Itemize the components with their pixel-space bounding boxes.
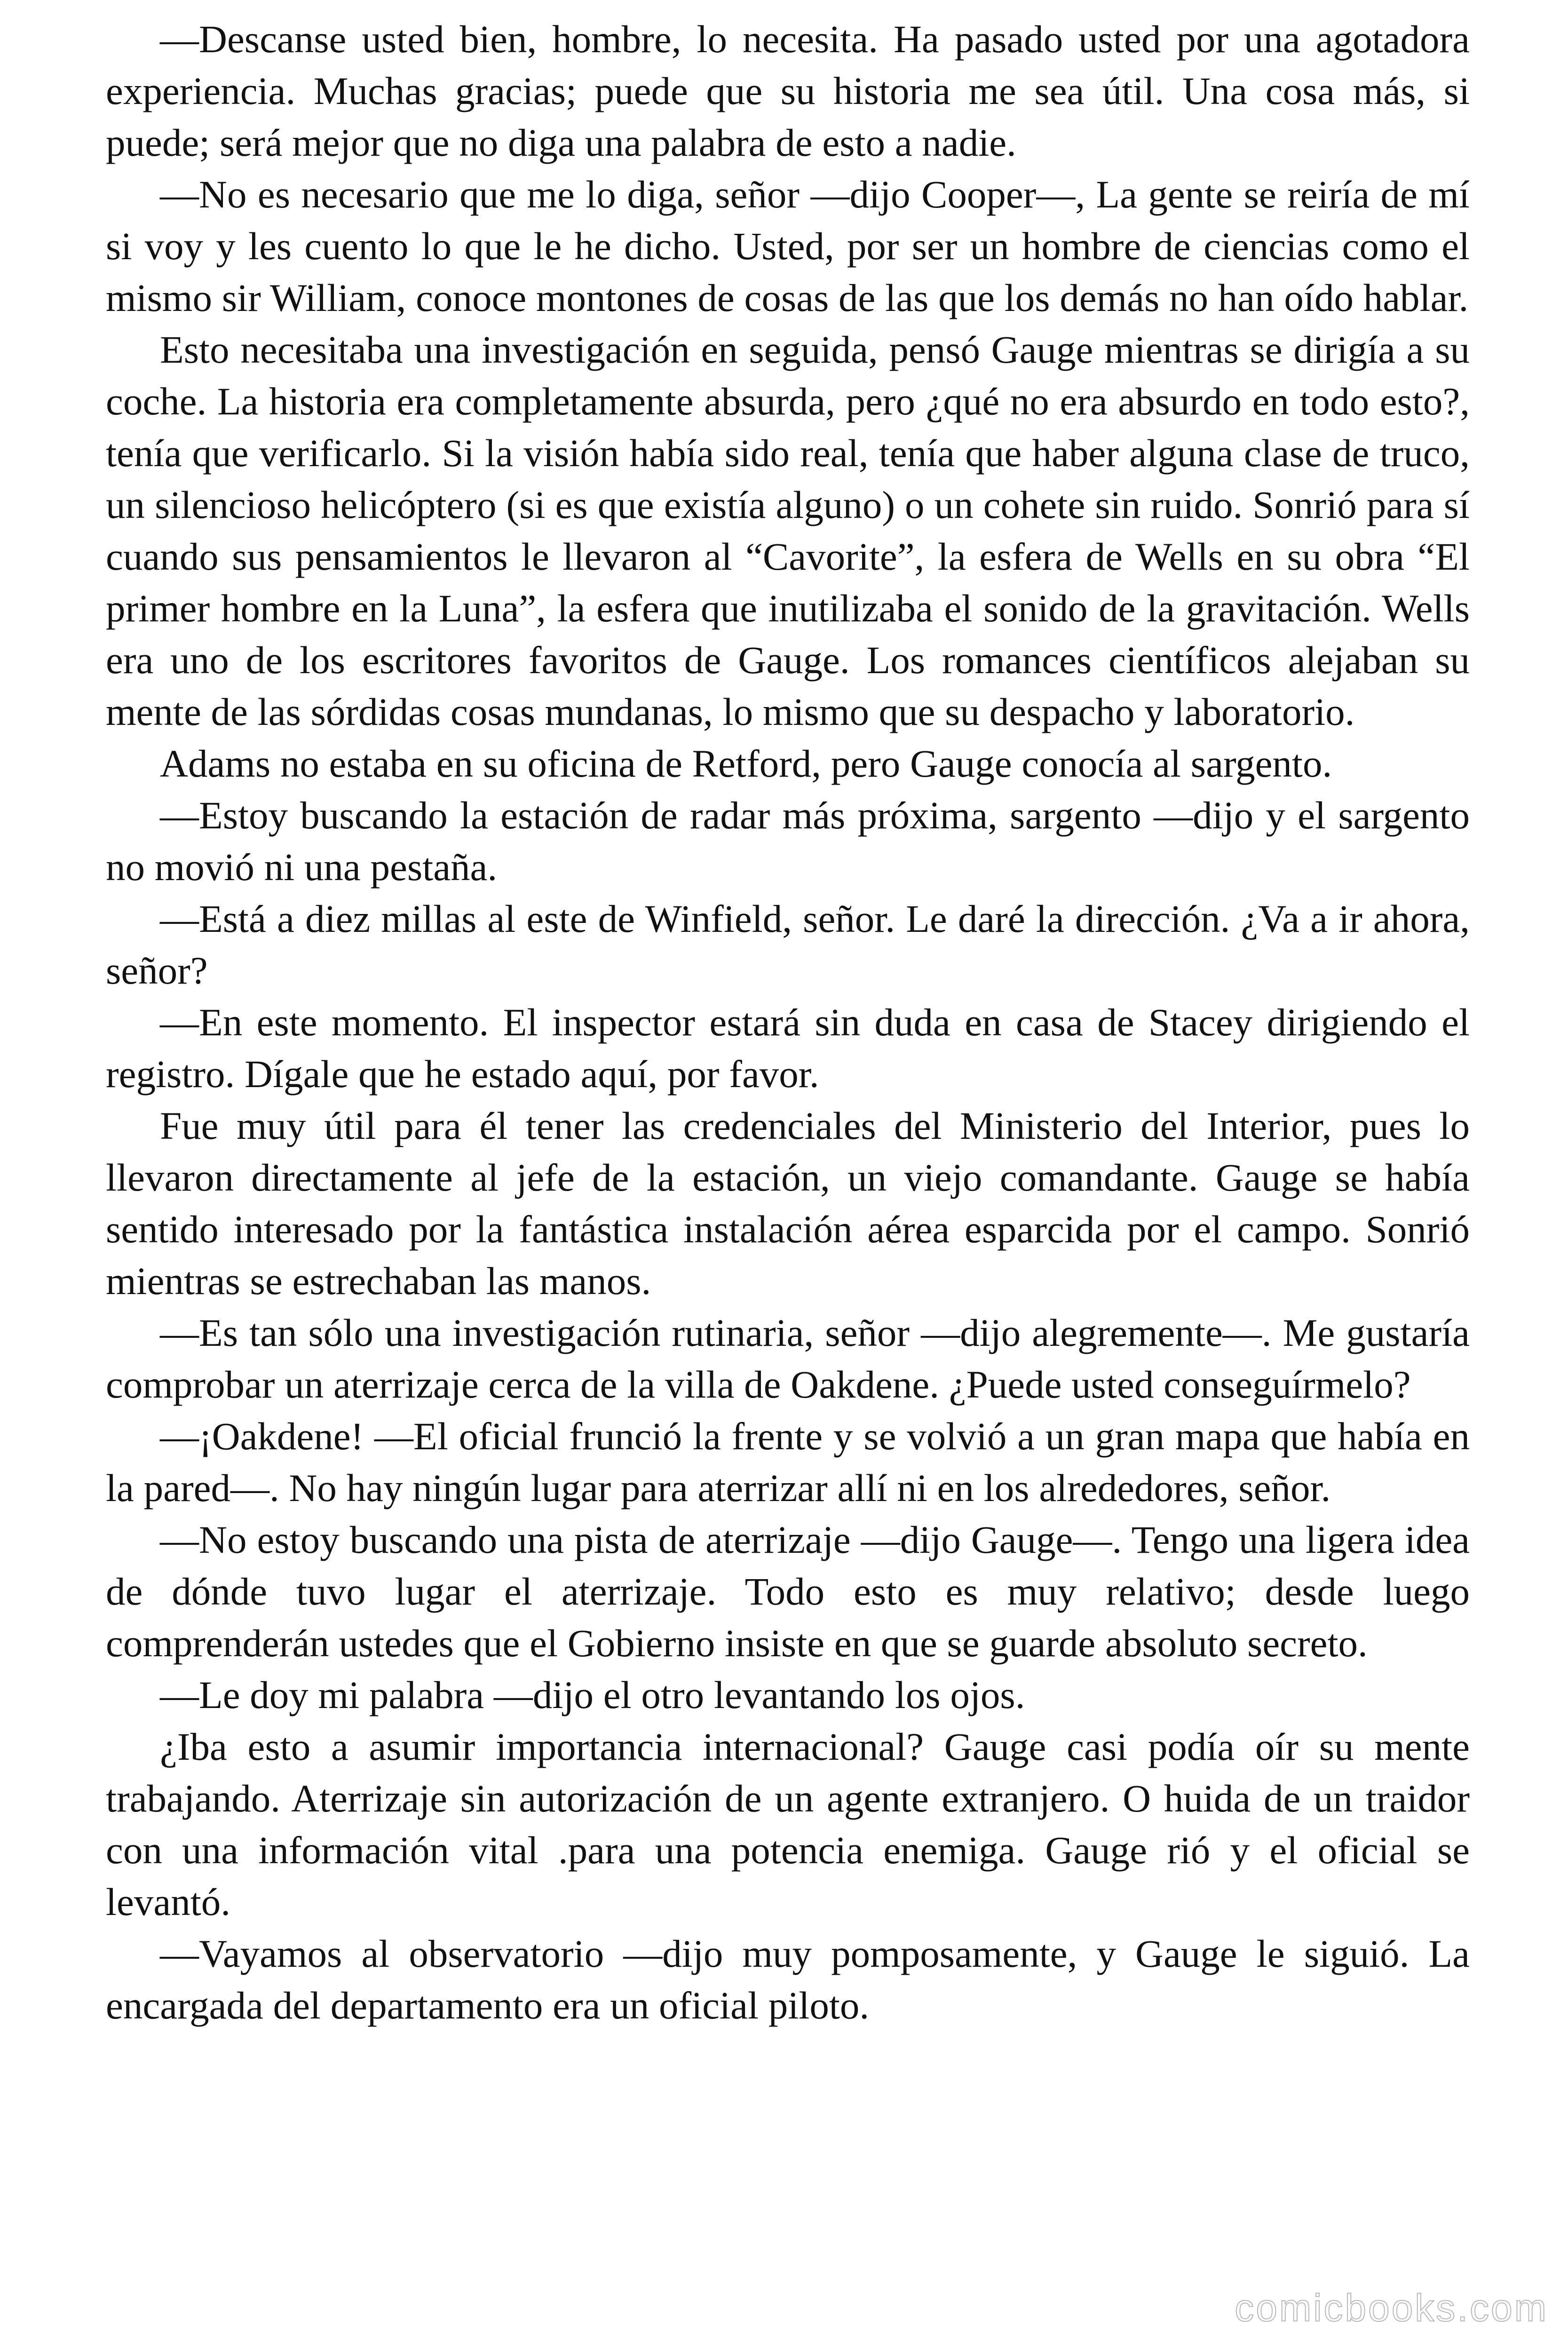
- paragraph: Adams no estaba en su oficina de Retford, pero Gauge conocía al sargento.: [160, 742, 1332, 785]
- paragraph: —¡Oakdene! —El oficial frunció la frente y se volvió a un gran mapa que había en la pared—. No hay ningún lugar para aterrizar allí ni en los alrededores, señor.: [106, 1414, 1470, 1510]
- watermark: comicbooks.com: [1235, 2287, 1548, 2329]
- paragraph: —Descanse usted bien, hombre, lo necesita. Ha pasado usted por una agotadora experiencia. Muchas gracias; puede que su historia me sea útil. Una cosa más, si puede; será mejor que no diga una palabra de esto a nadie.: [106, 17, 1470, 164]
- paragraph: —Está a diez millas al este de Winfield, señor. Le daré la dirección. ¿Va a ir ahora, señor?: [106, 897, 1470, 992]
- paragraph: —Vayamos al observatorio —dijo muy pomposamente, y Gauge le siguió. La encargada del departamento era un oficial piloto.: [106, 1932, 1470, 2027]
- book-page-text: [106, 13, 1470, 2031]
- paragraph: ¿Iba esto a asumir importancia internacional? Gauge casi podía oír su mente trabajando. Aterrizaje sin autorización de un agente extranjero. O huida de un traidor con una información vital .para una potencia enemiga. Gauge rió y el oficial se levantó.: [106, 1725, 1470, 1923]
- paragraph: —Es tan sólo una investigación rutinaria, señor —dijo alegremente—. Me gustaría comprobar un aterrizaje cerca de la villa de Oakdene. ¿Puede usted conseguírmelo?: [106, 1311, 1470, 1406]
- paragraph: —No estoy buscando una pista de aterrizaje —dijo Gauge—. Tengo una ligera idea de dónde tuvo lugar el aterrizaje. Todo esto es muy relativo; desde luego comprenderán ustedes que el Gobierno insiste en que se guarde absoluto secreto.: [106, 1518, 1470, 1665]
- paragraph: —En este momento. El inspector estará sin duda en casa de Stacey dirigiendo el registro. Dígale que he estado aquí, por favor.: [106, 1001, 1470, 1096]
- paragraph: —No es necesario que me lo diga, señor —dijo Cooper—, La gente se reiría de mí si voy y les cuento lo que le he dicho. Usted, por ser un hombre de ciencias como el mismo sir William, conoce montones de cosas de las que los demás no han oído hablar.: [106, 173, 1470, 319]
- paragraph: —Estoy buscando la estación de radar más próxima, sargento —dijo y el sargento no movió ni una pestaña.: [106, 794, 1470, 889]
- paragraph: Fue muy útil para él tener las credenciales del Ministerio del Interior, pues lo llevaron directamente al jefe de la estación, un viejo comandante. Gauge se había sentido interesado por la fantástica instalación aérea esparcida por el campo. Sonrió mientras se estrechaban las manos.: [106, 1104, 1470, 1303]
- paragraph: —Le doy mi palabra —dijo el otro levantando los ojos.: [160, 1673, 1025, 1716]
- paragraph: Esto necesitaba una investigación en seguida, pensó Gauge mientras se dirigía a su coche. La historia era completamente absurda, pero ¿qué no era absurdo en todo esto?, tenía que verificarlo. Si la visión había sido real, tenía que haber alguna clase de truco, un silencioso helicóptero (si es que existía alguno) o un cohete sin ruido. Sonrió para sí cuando sus pensamientos le llevaron al “Cavorite”, la esfera de Wells en su obra “El primer hombre en la Luna”, la esfera que inutilizaba el sonido de la gravitación. Wells era uno de los escritores favoritos de Gauge. Los romances científicos alejaban su mente de las sórdidas cosas mundanas, lo mismo que su despacho y laboratorio.: [106, 328, 1470, 733]
